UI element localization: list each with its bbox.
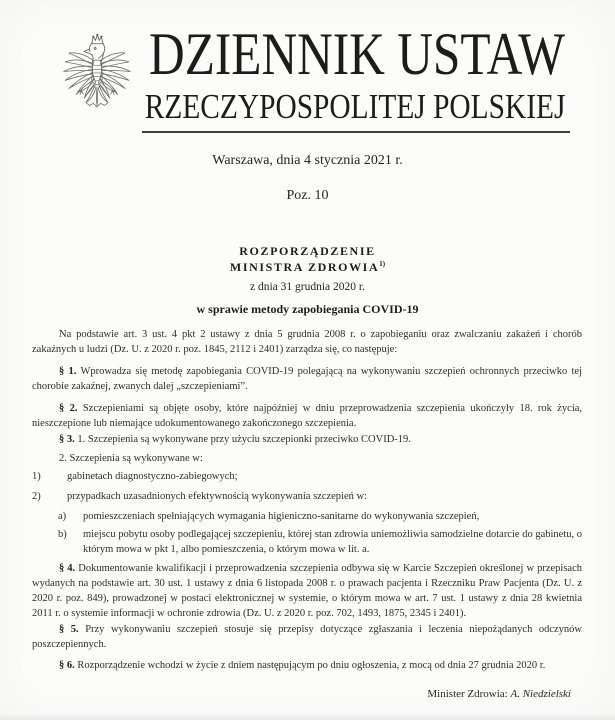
position-number: Poz. 10: [286, 188, 329, 203]
paragraph-4-text: Dokumentowanie kwalifikacji i przeprowadzenia szczepienia odbywa się w Karcie Szczepień określonej w przepisach wydanych na podstawie art. 30 ust. 1 ustawy z dnia 6 listopada 2008 r. o prawach pacjenta i Rzeczniku Praw Pacjenta (Dz. U. z 2020 r. poz. 849), prowadzonej w postaci elektronicznej w systemie, o którym mowa w art. 7 ust. 1 ustawy z dnia 28 kwietnia 2011 r. o systemie informacji w ochronie zdrowia (Dz. U. z 2020 r. poz. 702, 1493, 1875, 2345 i 2401).: [32, 563, 582, 619]
polish-eagle-emblem: [60, 32, 134, 128]
sublist-item-b-text: miejscu pobytu osoby podlegającej szczepieniu, której stan zdrowia uniemożliwia samodzielne dotarcie do gabinetu, o którym mowa w pkt 1, albo pomieszczenia, o którym mowa w lit. a.: [83, 529, 582, 555]
paragraph-1: [32, 364, 582, 394]
list-item-2-text: przypadkach uzasadnionych efektywnością wykonywania szczepień w:: [67, 491, 368, 502]
paragraph-6: [32, 658, 582, 673]
paragraph-4: [32, 561, 582, 621]
preamble: Na podstawie art. 3 ust. 4 pkt 2 ustawy z dnia 5 grudnia 2008 r. o zapobieganiu oraz zwalczaniu zakażeń i chorób zakaźnych u ludzi (Dz. U. z 2020 r. poz. 1845, 2112 i 2401) zarządza się, co następuje:: [32, 329, 582, 355]
paragraph-5-text: Przy wykonywaniu szczepień stosuje się przepisy dotyczące zgłaszania i leczenia niepożądanych odczynów poszczepiennych.: [32, 624, 583, 650]
list-item-2: [32, 489, 582, 504]
paragraph-6-text: Rozporządzenie wchodzi w życie z dniem następującym po dniu ogłoszenia, z mocą od dnia 27 grudnia 2020 r.: [77, 660, 546, 671]
act-date-line: z dnia 31 grudnia 2020 r.: [250, 281, 365, 293]
gazette-title: DZIENNIK USTAW: [149, 21, 565, 87]
paragraph-2-text: Szczepieniami są objęte osoby, które najpóźniej w dniu przeprowadzenia szczepienia ukończyły 18. rok życia, nieszczepione lub niemające udokumentowanego zakończonego szczepienia.: [32, 403, 583, 429]
place-date-line: Warszawa, dnia 4 stycznia 2021 r.: [212, 153, 403, 168]
act-issuer-heading: [0, 260, 615, 275]
list-item-1: [32, 469, 582, 484]
gazette-subtitle: RZECZYPOSPOLITEJ POLSKIEJ: [144, 87, 566, 126]
act-subject-line: w sprawie metody zapobiegania COVID-19: [196, 302, 419, 316]
sublist-item-b: [58, 527, 582, 557]
paragraph-1-label: § 1.: [59, 366, 77, 377]
list-item-1-number: 1): [32, 471, 41, 482]
sublist-item-a: [58, 509, 582, 524]
paragraph-2-label: § 2.: [59, 403, 78, 414]
act-issuer-name: MINISTRA ZDROWIA: [229, 260, 380, 274]
paragraph-6-label: § 6.: [59, 660, 75, 671]
act-type-heading: ROZPORZĄDZENIE: [239, 244, 376, 258]
paragraph-5: [32, 622, 582, 652]
sublist-item-a-letter: a): [58, 511, 67, 522]
list-item-2-number: 2): [32, 491, 41, 502]
paragraph-3-clause-1-text: 1. Szczepienia są wykonywane przy użyciu szczepionki przeciwko COVID-19.: [77, 434, 411, 445]
list-item-1-text: gabinetach diagnostyczno-zabiegowych;: [67, 471, 238, 482]
signature-name: A. Niedzielski: [510, 688, 571, 700]
paragraph-4-label: § 4.: [59, 563, 76, 574]
paragraph-3-clause-2: 2. Szczepienia są wykonywane w:: [59, 453, 203, 464]
paragraph-1-text: Wprowadza się metodę zapobiegania COVID-19 polegającą na wykonywaniu szczepień ochronnych przeciwko tej chorobie zakaźnej, zwanych dalej „szczepieniami”.: [32, 366, 582, 392]
masthead-divider: [142, 131, 570, 133]
footnote-reference: 1): [379, 260, 386, 268]
paragraph-3-label: § 3.: [59, 434, 75, 445]
signature-line: [32, 687, 582, 702]
sublist-item-b-letter: b): [58, 529, 67, 540]
sublist-item-a-text: pomieszczeniach spełniających wymagania higieniczno-sanitarne do wykonywania szczepień,: [83, 511, 480, 522]
signature-role: Minister Zdrowia:: [427, 688, 508, 700]
paragraph-2: [32, 401, 582, 431]
paragraph-3-clause-1: [32, 432, 582, 447]
polish-eagle-icon: [60, 32, 134, 128]
paragraph-5-label: § 5.: [59, 624, 79, 635]
act-body: [32, 327, 582, 702]
